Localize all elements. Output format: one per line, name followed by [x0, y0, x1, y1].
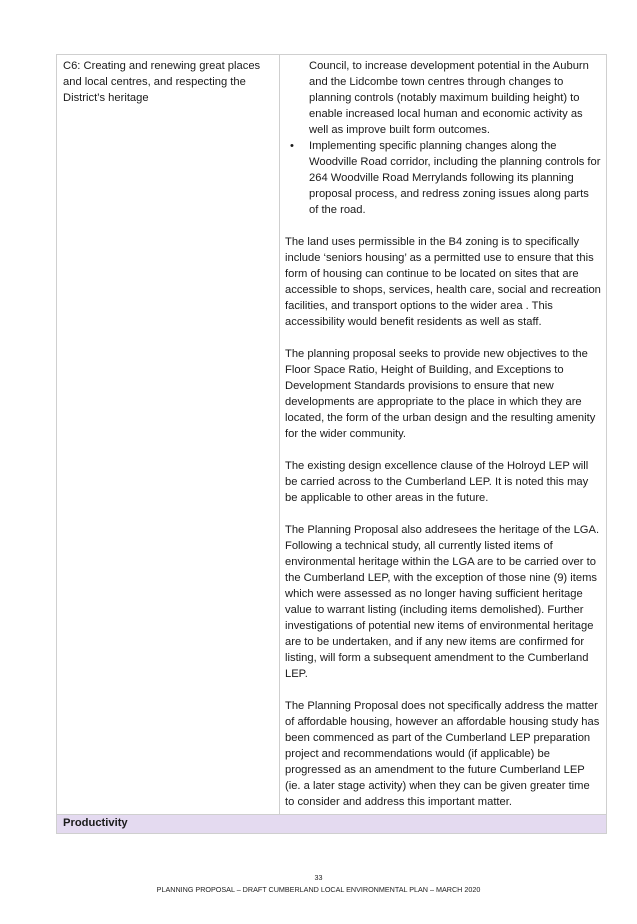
- bullet-marker: •: [290, 140, 294, 152]
- strategy-table: [56, 54, 607, 834]
- bullet-item: [285, 58, 601, 138]
- paragraph-heritage: The Planning Proposal also addresees the heritage of the LGA. Following a technical study, all currently listed items of environmental heritage within the LGA are to be carried over to the Cumberland LEP, with the exception of those nine (9) items which were assessed as no longer having sufficient heritage value to warrant listing (including items demolished). Further investigations of potential new items of environmental heritage are to be undertaken, and if any new items are confirmed for listing, will form a subsequent amendment to the Cumberland LEP.: [285, 524, 600, 680]
- bullet-text: Council, to increase development potential in the Auburn and the Lidcombe town centres through changes to planning controls (notably maximum building height) to enable increased local human and economic activity as well as improve built form outcomes.: [309, 60, 589, 136]
- section-heading: Productivity: [57, 815, 607, 834]
- bullet-item: [285, 138, 601, 218]
- paragraph-seniors-housing: The land uses permissible in the B4 zoning is to specifically include ‘seniors housing’ as a permitted use to ensure that this form of housing can continue to be located on sites that are accessible to shops, services, health care, social and recreation facilities, and transport options to the wider area . This accessibility would benefit residents as well as staff.: [285, 236, 601, 328]
- priority-text: C6: Creating and renewing great places and local centres, and respecting the District’s heritage: [63, 60, 261, 104]
- table-row: [57, 55, 607, 815]
- bullet-text: Implementing specific planning changes along the Woodville Road corridor, including the planning controls for 264 Woodville Road Merrylands following its planning proposal process, and redress zoning issues along parts of the road.: [309, 140, 601, 216]
- priority-cell: [57, 55, 280, 815]
- page-number: 33: [314, 873, 323, 882]
- footer-title: PLANNING PROPOSAL – DRAFT CUMBERLAND LOCAL ENVIRONMENTAL PLAN – MARCH 2020: [156, 885, 481, 894]
- bullet-list: [285, 58, 601, 218]
- section-heading-row: [57, 815, 607, 834]
- paragraph-affordable-housing: The Planning Proposal does not specifically address the matter of affordable housing, however an affordable housing study has been commenced as part of the Cumberland LEP preparation project and recommendations would (if applicable) be progressed as an amendment to the future Cumberland LEP (ie. a later stage activity) when they can be given greater time to consider and address this important matter.: [285, 700, 600, 808]
- response-cell: [280, 55, 607, 815]
- paragraph-objectives: The planning proposal seeks to provide new objectives to the Floor Space Ratio, Height of Building, and Exceptions to Development Standards provisions to ensure that new developments are appropriate to the place in which they are located, the form of the urban design and the resulting amenity for the wider community.: [285, 348, 596, 440]
- paragraph-design-excellence: The existing design excellence clause of the Holroyd LEP will be carried across to the Cumberland LEP. It is noted this may be applicable to other areas in the future.: [285, 460, 589, 504]
